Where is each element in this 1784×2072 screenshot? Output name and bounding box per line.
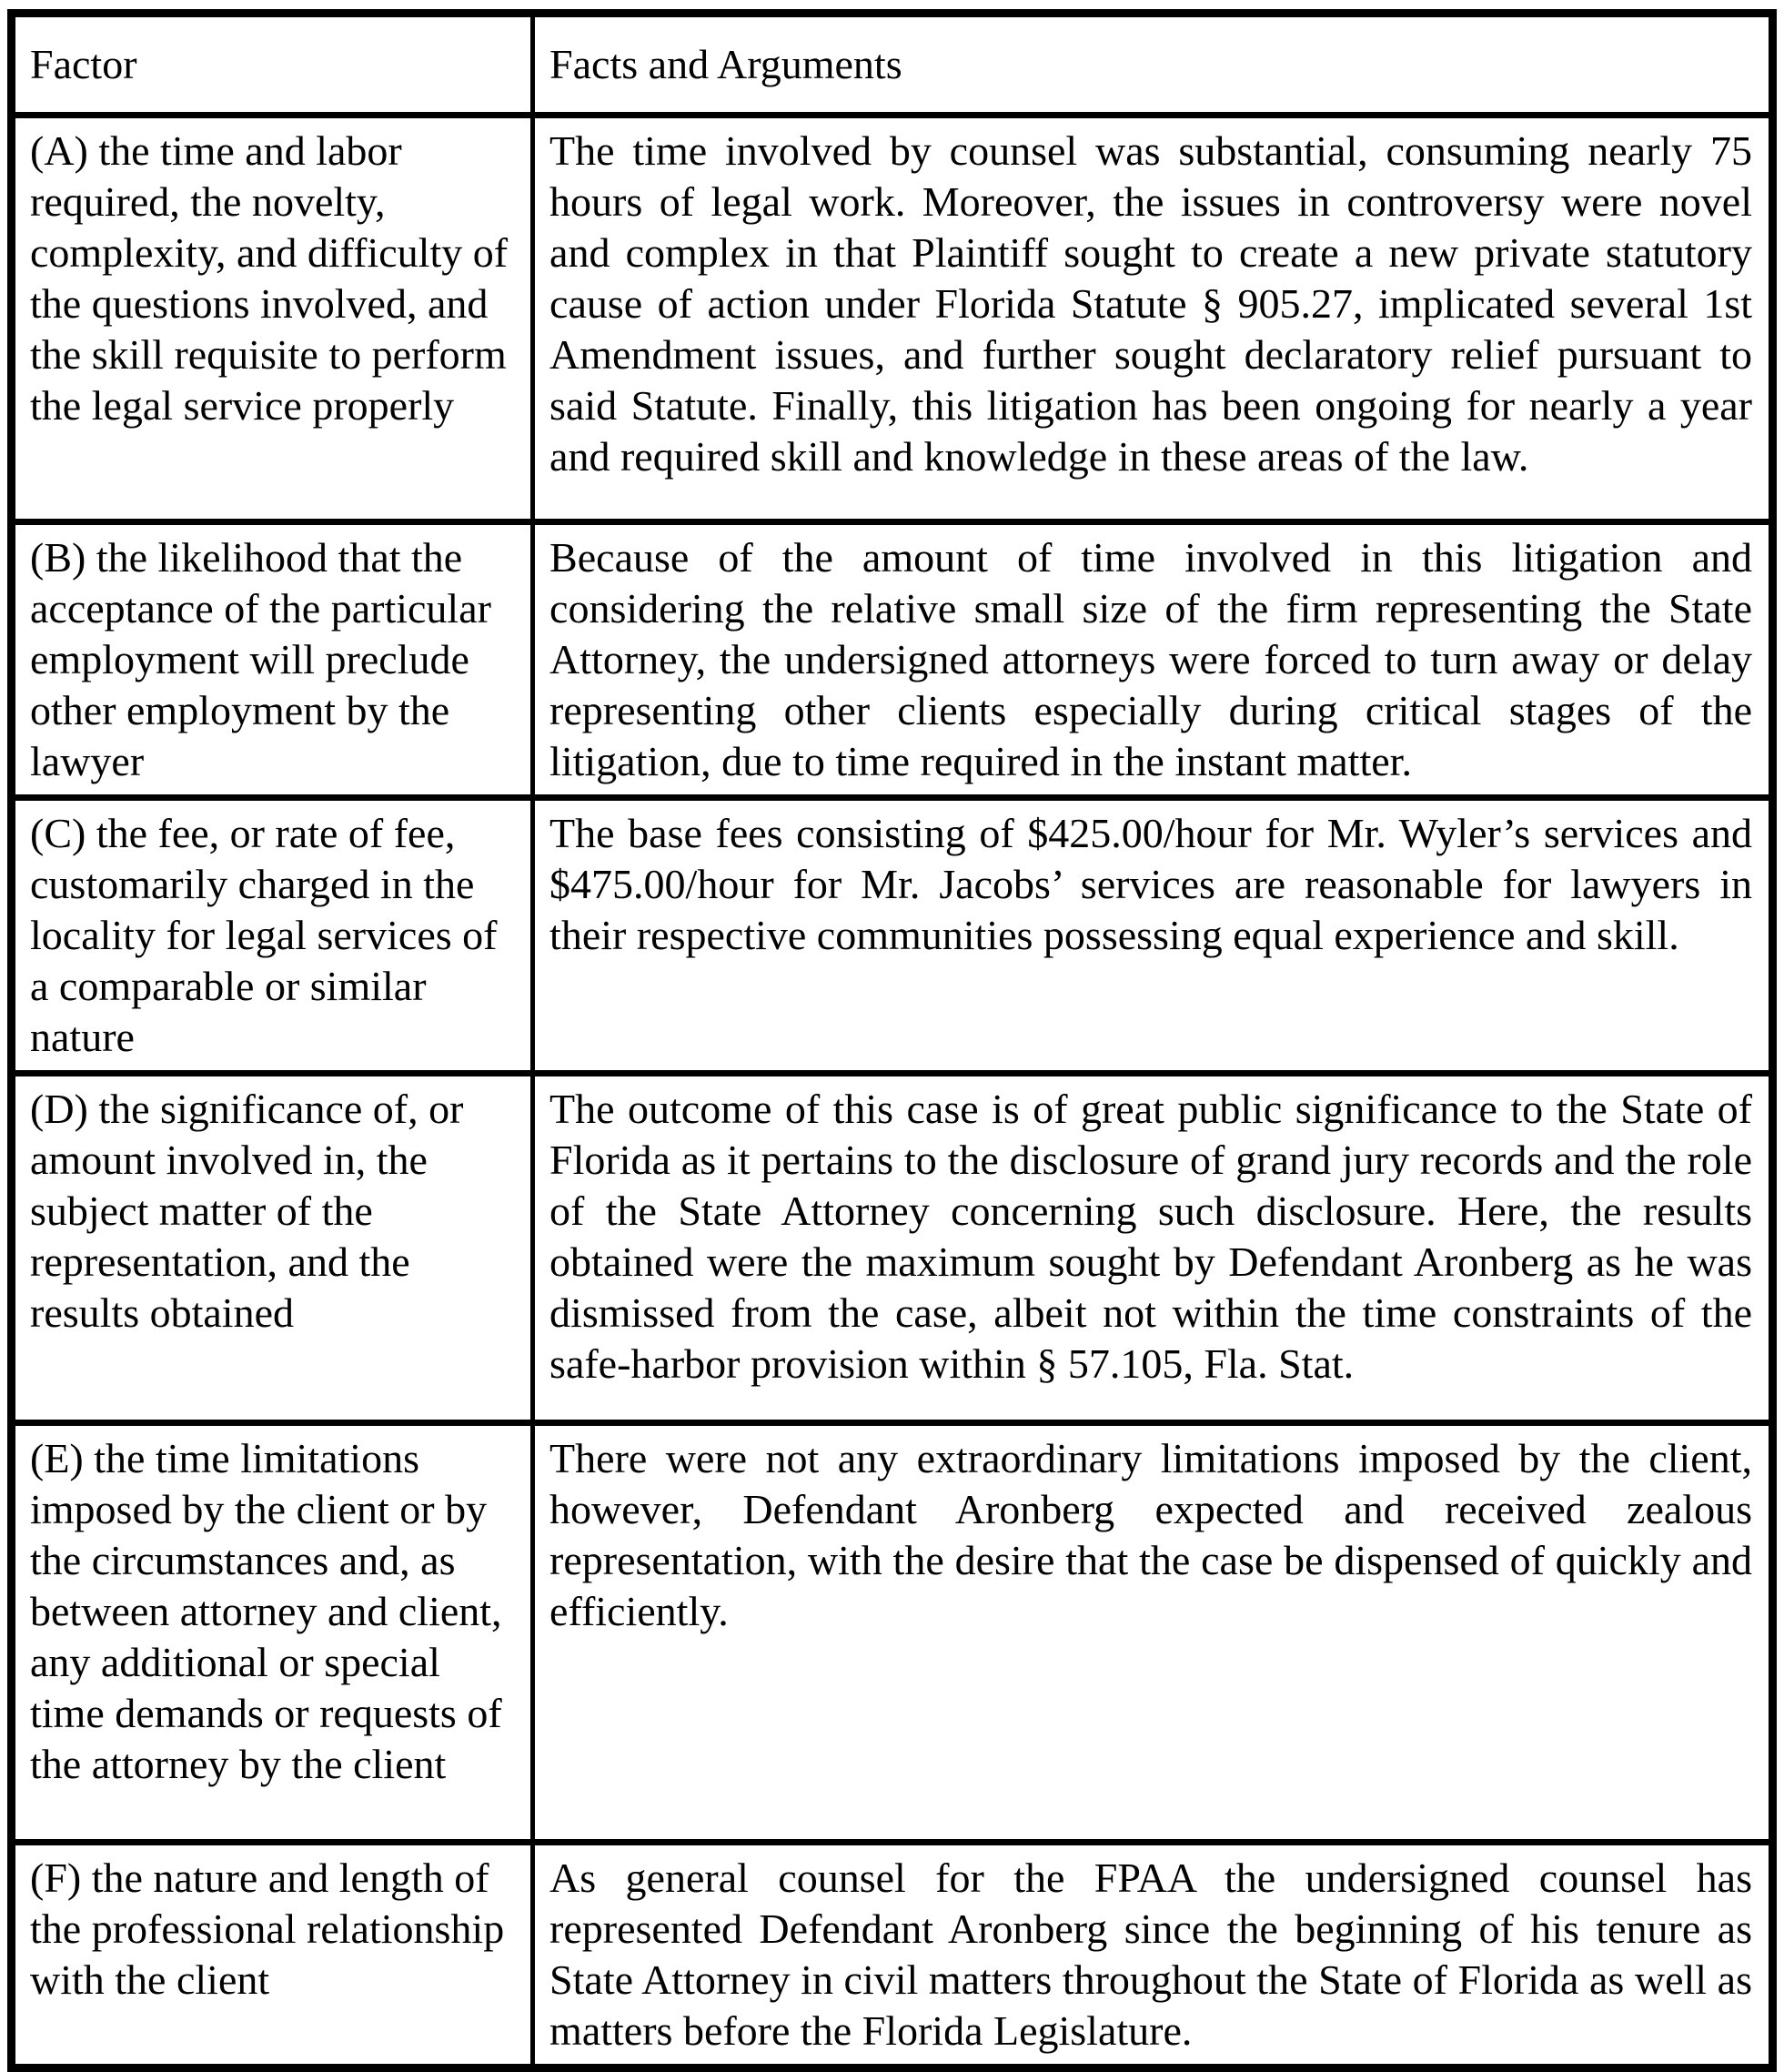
factor-d-cell: (D) the significance of, or amount involved in, the subject matter of the representation, and the results obtained — [12, 1074, 533, 1423]
table-row-factor-d — [12, 1074, 1773, 1423]
table-row-factor-e — [12, 1423, 1773, 1843]
table-row-factor-c — [12, 798, 1773, 1074]
factor-a-cell: (A) the time and labor required, the novelty, complexity, and difficulty of the questions involved, and the skill requisite to perform the legal service properly — [12, 116, 533, 522]
factor-e-cell: (E) the time limitations imposed by the client or by the circumstances and, as between attorney and client, any additional or special time demands or requests of the attorney by the client — [12, 1423, 533, 1843]
facts-c-cell: The base fees consisting of $425.00/hour for Mr. Wyler’s services and $475.00/hour for Mr. Jacobs’ services are reasonable for lawyers in their respective communities possessing equal experience and skill. — [533, 798, 1773, 1074]
attorney-fee-factors-table — [7, 9, 1777, 2072]
facts-f-cell: As general counsel for the FPAA the undersigned counsel has represented Defendant Aronberg since the beginning of his tenure as State Attorney in civil matters throughout the State of Florida as well as matters before the Florida Legislature. — [533, 1843, 1773, 2068]
factor-column-header: Factor — [12, 14, 533, 116]
table-row-factor-b — [12, 522, 1773, 798]
facts-column-header: Facts and Arguments — [533, 14, 1773, 116]
factor-b-cell: (B) the likelihood that the acceptance of the particular employment will preclude other employment by the lawyer — [12, 522, 533, 798]
facts-d-cell: The outcome of this case is of great public significance to the State of Florida as it pertains to the disclosure of grand jury records and the role of the State Attorney concerning such disclosure. Here, the results obtained were the maximum sought by Defendant Aronberg as he was dismissed from the case, albeit not within the time constraints of the safe-harbor provision within § 57.105, Fla. Stat. — [533, 1074, 1773, 1423]
table-header-row — [12, 14, 1773, 116]
factor-c-cell: (C) the fee, or rate of fee, customarily charged in the locality for legal services of a comparable or similar nature — [12, 798, 533, 1074]
facts-e-cell: There were not any extraordinary limitations imposed by the client, however, Defendant Aronberg expected and received zealous representation, with the desire that the case be dispensed of quickly and efficiently. — [533, 1423, 1773, 1843]
facts-b-cell: Because of the amount of time involved in this litigation and considering the relative small size of the firm representing the State Attorney, the undersigned attorneys were forced to turn away or delay representing other clients especially during critical stages of the litigation, due to time required in the instant matter. — [533, 522, 1773, 798]
factor-f-cell: (F) the nature and length of the professional relationship with the client — [12, 1843, 533, 2068]
table-row-factor-a — [12, 116, 1773, 522]
table-row-factor-f — [12, 1843, 1773, 2068]
facts-a-cell: The time involved by counsel was substantial, consuming nearly 75 hours of legal work. Moreover, the issues in controversy were novel and complex in that Plaintiff sought to create a new private statutory cause of action under Florida Statute § 905.27, implicated several 1st Amendment issues, and further sought declaratory relief pursuant to said Statute. Finally, this litigation has been ongoing for nearly a year and required skill and knowledge in these areas of the law. — [533, 116, 1773, 522]
